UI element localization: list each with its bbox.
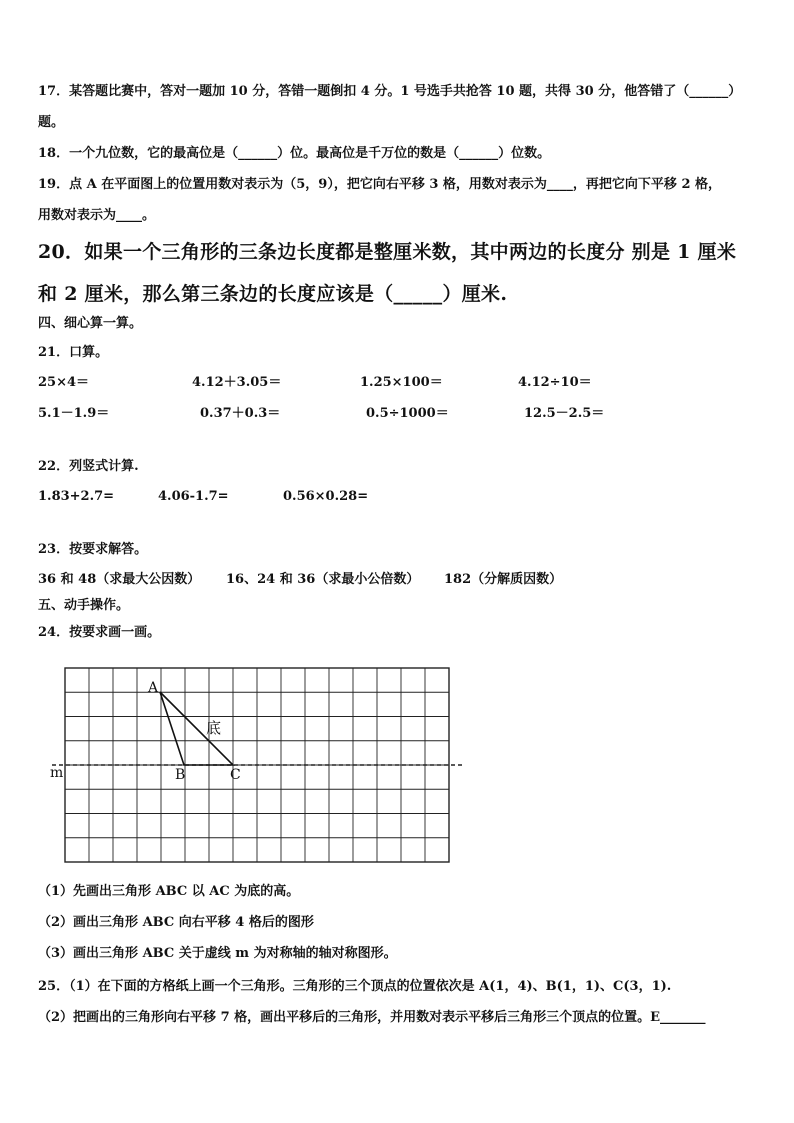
section-4-heading: 四、细心算一算。 xyxy=(38,316,143,331)
q24-title: 24．按要求画一画。 xyxy=(38,625,161,640)
q17-line2: 题。 xyxy=(38,115,65,130)
q21-r2-c3: 0.5÷1000＝ xyxy=(366,406,449,421)
label-m: m xyxy=(50,765,64,781)
q22-title: 22．列竖式计算. xyxy=(38,459,139,474)
q18-text: 18．一个九位数，它的最高位是（______）位。最高位是千万位的数是（______）位数。 xyxy=(38,146,551,161)
q20-line2: 和 2 厘米，那么第三条边的长度应该是（_____）厘米. xyxy=(38,283,508,305)
q19-line2: 用数对表示为____。 xyxy=(38,208,156,223)
q21-r1-c2: 4.12＋3.05＝ xyxy=(192,375,282,390)
q25-line1: 25．（1）在下面的方格纸上画一个三角形。三角形的三个顶点的位置依次是 A(1，4)、B(1，1)、C(3，1). xyxy=(38,979,672,994)
q22-item-2: 4.06-1.7= xyxy=(158,489,229,504)
q19-line1: 19．点 A 在平面图上的位置用数对表示为（5，9），把它向右平移 3 格，用数对表示为____，再把它向下平移 2 格， xyxy=(38,177,722,192)
label-a: A xyxy=(148,680,159,696)
q21-r2-c2: 0.37＋0.3＝ xyxy=(200,406,281,421)
q21-r1-c4: 4.12÷10＝ xyxy=(518,375,592,390)
q21-r1-c1: 25×4＝ xyxy=(38,375,90,390)
label-c: C xyxy=(230,767,241,783)
q23-title: 23．按要求解答。 xyxy=(38,542,148,557)
q24-sub2: （2）画出三角形 ABC 向右平移 4 格后的图形 xyxy=(38,915,314,930)
q17-line1: 17．某答题比赛中，答对一题加 10 分，答错一题倒扣 4 分。1 号选手共抢答 10 题，共得 30 分，他答错了（______） xyxy=(38,84,742,99)
q21-r1-c3: 1.25×100＝ xyxy=(360,375,443,390)
q20-line1: 20．如果一个三角形的三条边长度都是整厘米数，其中两边的长度分 别是 1 厘米 xyxy=(38,241,737,263)
q23-item-3: 182（分解质因数） xyxy=(444,572,563,587)
q23-item-2: 16、24 和 36（求最小公倍数） xyxy=(226,572,420,587)
q24-sub3: （3）画出三角形 ABC 关于虚线 m 为对称轴的轴对称图形。 xyxy=(38,946,397,961)
q25-line2: （2）把画出的三角形向右平移 7 格，画出平移后的三角形，并用数对表示平移后三角形三个顶点的位置。E_______ xyxy=(38,1010,706,1025)
q22-item-1: 1.83+2.7= xyxy=(38,489,115,504)
q23-item-1: 36 和 48（求最大公因数） xyxy=(38,572,201,587)
label-base: 底 xyxy=(206,719,222,737)
q24-sub1: （1）先画出三角形 ABC 以 AC 为底的高。 xyxy=(38,884,300,899)
section-5-heading: 五、动手操作。 xyxy=(38,598,130,613)
q21-r2-c1: 5.1－1.9＝ xyxy=(38,406,110,421)
q24-grid-figure xyxy=(0,655,794,870)
label-b: B xyxy=(175,767,186,783)
q21-title: 21．口算。 xyxy=(38,345,109,360)
triangle-abc xyxy=(160,692,233,765)
q21-r2-c4: 12.5－2.5＝ xyxy=(524,406,605,421)
q22-item-3: 0.56×0.28= xyxy=(283,489,369,504)
